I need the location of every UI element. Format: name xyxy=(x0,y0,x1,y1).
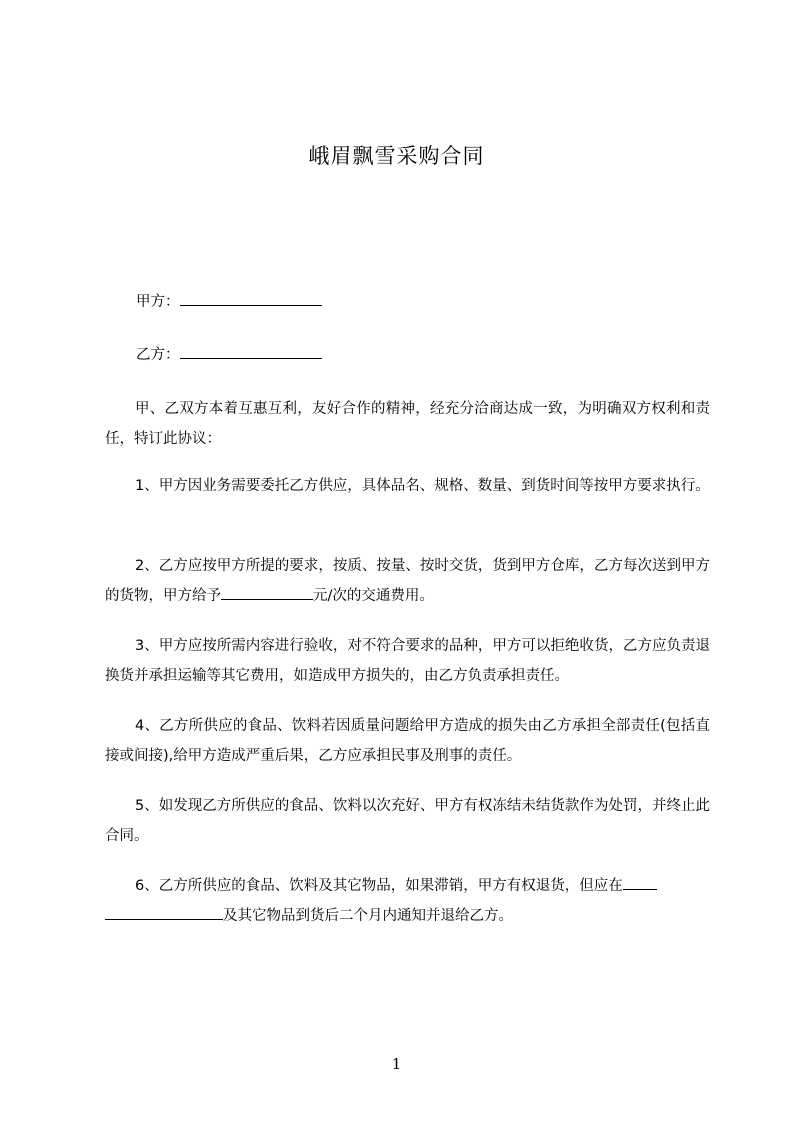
page-number: 1 xyxy=(391,1055,402,1073)
clause-1: 1、甲方因业务需要委托乙方供应，具体品名、规格、数量、到货时间等按甲方要求执行。 xyxy=(135,478,710,494)
clause-2-tail: 元/次的交通费用。 xyxy=(313,588,434,604)
clause-6-second-line xyxy=(105,901,710,931)
clause-5: 5、如发现乙方所供应的食品、饮料以次充好、甲方有权冻结未结货款作为处罚，并终止此合同。 xyxy=(105,798,710,844)
party-a-blank xyxy=(180,291,322,306)
return-blank-start xyxy=(105,905,223,920)
clause-3: 3、甲方应按所需内容进行验收，对不符合要求的品种，甲方可以拒绝收货，乙方应负责退换货并承担运输等其它费用，如造成甲方损失的，由乙方负责承担责任。 xyxy=(105,638,710,684)
document-title: 峨眉飘雪采购合同 xyxy=(308,144,485,168)
party-a-line xyxy=(136,291,322,312)
clause-2 xyxy=(105,551,710,611)
party-a-label: 甲方： xyxy=(136,294,180,310)
party-b-label: 乙方： xyxy=(136,347,180,363)
party-b-line xyxy=(136,344,322,365)
clause-6-text: 6、乙方所供应的食品、饮料及其它物品，如果滞销，甲方有权退货，但应在 xyxy=(135,878,623,894)
party-b-blank xyxy=(180,344,322,359)
clause-4: 4、乙方所供应的食品、饮料若因质量问题给甲方造成的损失由乙方承担全部责任(包括直接或间接),给甲方造成严重后果，乙方应承担民事及刑事的责任。 xyxy=(105,718,710,764)
intro-paragraph: 甲、乙双方本着互惠互利，友好合作的精神，经充分洽商达成一致，为明确双方权利和责任，特订此协议： xyxy=(105,401,710,447)
return-blank-end xyxy=(623,875,657,890)
fee-blank xyxy=(221,585,313,600)
clause-6-tail: 及其它物品到货后二个月内通知并退给乙方。 xyxy=(223,908,513,924)
clause-6 xyxy=(105,871,710,931)
clause-2-text: 2、乙方应按甲方所提的要求，按质、按量、按时交货，货到甲方仓库，乙方每次送到甲方的货物，甲方给予 xyxy=(105,558,710,604)
